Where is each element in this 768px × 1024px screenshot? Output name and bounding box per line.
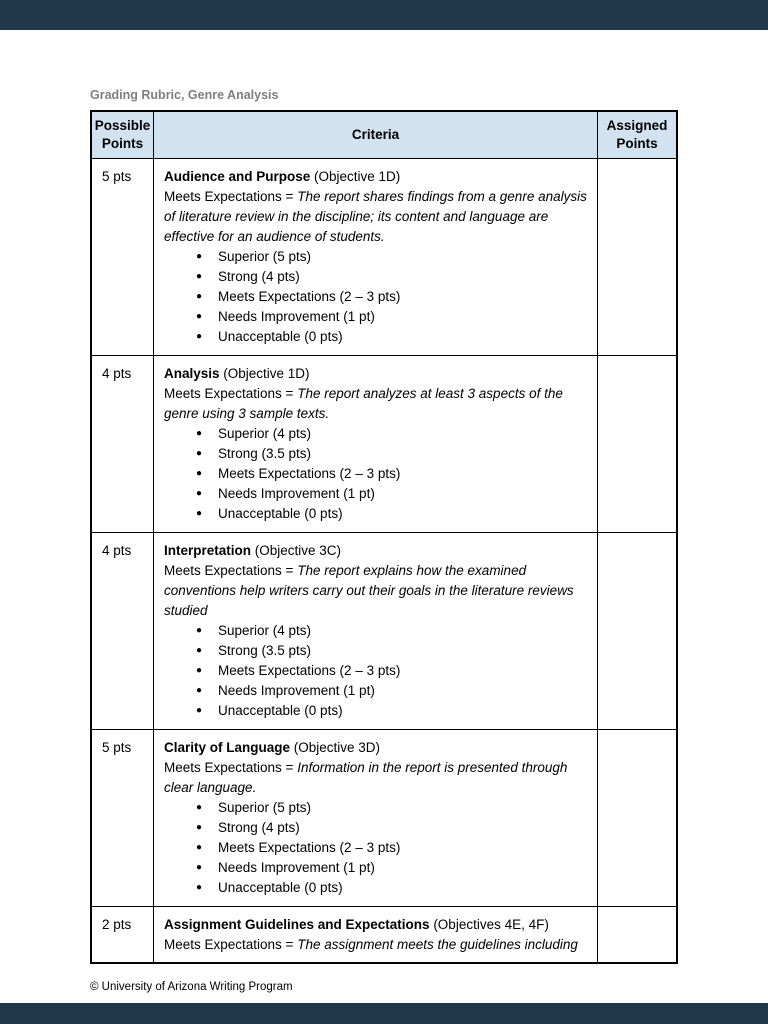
rating-bullets <box>194 247 587 347</box>
meets-expectations-label: Meets Expectations = <box>164 189 298 204</box>
assigned-points-cell <box>598 907 676 962</box>
rubric-table <box>90 110 678 964</box>
criterion-name: Assignment Guidelines and Expectations <box>164 917 430 932</box>
rating-option: ● Strong (4 pts) <box>194 267 587 287</box>
meets-expectations-label: Meets Expectations = <box>164 386 298 401</box>
possible-points-cell <box>92 356 154 532</box>
header-criteria: Criteria <box>154 112 598 158</box>
rating-option: ● Needs Improvement (1 pt) <box>194 484 587 504</box>
rating-option: ● Unacceptable (0 pts) <box>194 327 587 347</box>
rating-option: ● Meets Expectations (2 – 3 pts) <box>194 464 587 484</box>
rating-option: ● Needs Improvement (1 pt) <box>194 307 587 327</box>
criteria-cell <box>154 907 598 962</box>
criterion-heading <box>164 364 587 384</box>
rating-option: ● Unacceptable (0 pts) <box>194 701 587 721</box>
possible-points-value: 5 pts <box>102 740 132 755</box>
viewer-bottom-bar <box>0 1003 768 1024</box>
rating-bullets <box>194 798 587 898</box>
rating-bullets <box>194 424 587 524</box>
table-row <box>92 533 676 730</box>
possible-points-cell <box>92 730 154 906</box>
criterion-heading <box>164 167 587 187</box>
criterion-name: Audience and Purpose <box>164 169 311 184</box>
table-row <box>92 907 676 962</box>
rating-option: ● Superior (5 pts) <box>194 247 587 267</box>
document-title: Grading Rubric, Genre Analysis <box>90 88 279 102</box>
assigned-points-cell <box>598 356 676 532</box>
criteria-cell <box>154 533 598 729</box>
criterion-description <box>164 561 587 621</box>
rating-option: ● Meets Expectations (2 – 3 pts) <box>194 661 587 681</box>
criterion-description <box>164 187 587 247</box>
rating-option: ● Strong (3.5 pts) <box>194 641 587 661</box>
rating-option: ● Needs Improvement (1 pt) <box>194 681 587 701</box>
criterion-description <box>164 384 587 424</box>
rating-bullets <box>194 621 587 721</box>
rating-option: ● Superior (4 pts) <box>194 424 587 444</box>
criteria-cell <box>154 159 598 355</box>
table-header-row <box>92 112 676 159</box>
header-assigned-points: Assigned Points <box>606 118 668 151</box>
meets-expectations-label: Meets Expectations = <box>164 937 298 952</box>
possible-points-cell <box>92 533 154 729</box>
rating-option: ● Superior (4 pts) <box>194 621 587 641</box>
meets-expectations-label: Meets Expectations = <box>164 760 298 775</box>
criterion-heading <box>164 915 587 935</box>
meets-expectations-text: The assignment meets the guidelines including <box>297 937 578 952</box>
rating-option: ● Unacceptable (0 pts) <box>194 878 587 898</box>
table-row <box>92 730 676 907</box>
criterion-name: Analysis <box>164 366 220 381</box>
rating-option: ● Meets Expectations (2 – 3 pts) <box>194 287 587 307</box>
criterion-objective: (Objectives 4E, 4F) <box>429 917 549 932</box>
assigned-points-cell <box>598 533 676 729</box>
criteria-cell <box>154 356 598 532</box>
rating-option: ● Superior (5 pts) <box>194 798 587 818</box>
assigned-points-cell <box>598 159 676 355</box>
meets-expectations-text: The report analyzes at least 3 aspects of the genre using 3 sample texts. <box>164 386 563 421</box>
copyright-footer: © University of Arizona Writing Program <box>90 981 293 993</box>
rating-option: ● Needs Improvement (1 pt) <box>194 858 587 878</box>
possible-points-value: 5 pts <box>102 169 132 184</box>
criterion-description <box>164 758 587 798</box>
table-row <box>92 159 676 356</box>
rating-option: ● Meets Expectations (2 – 3 pts) <box>194 838 587 858</box>
rating-option: ● Unacceptable (0 pts) <box>194 504 587 524</box>
meets-expectations-text: Information in the report is presented through clear language. <box>164 760 568 795</box>
criterion-heading <box>164 738 587 758</box>
criterion-objective: (Objective 1D) <box>310 169 401 184</box>
criteria-cell <box>154 730 598 906</box>
meets-expectations-label: Meets Expectations = <box>164 563 298 578</box>
possible-points-cell <box>92 907 154 962</box>
rating-option: ● Strong (4 pts) <box>194 818 587 838</box>
possible-points-value: 4 pts <box>102 366 132 381</box>
header-possible-points: Possible Points <box>92 112 154 158</box>
criterion-name: Clarity of Language <box>164 740 291 755</box>
document-page <box>0 88 768 993</box>
criterion-description <box>164 935 587 955</box>
criterion-name: Interpretation <box>164 543 252 558</box>
possible-points-cell <box>92 159 154 355</box>
criterion-heading <box>164 541 587 561</box>
criterion-objective: (Objective 3D) <box>290 740 381 755</box>
criterion-objective: (Objective 1D) <box>219 366 310 381</box>
assigned-points-cell <box>598 730 676 906</box>
meets-expectations-text: The report shares findings from a genre analysis of literature review in the discipline; its content and language are effective for an audience of students. <box>164 189 587 244</box>
viewer-top-bar <box>0 0 768 30</box>
meets-expectations-text: The report explains how the examined conventions help writers carry out their goals in the literature reviews studied <box>164 563 574 618</box>
rating-option: ● Strong (3.5 pts) <box>194 444 587 464</box>
criterion-objective: (Objective 3C) <box>251 543 342 558</box>
table-row <box>92 356 676 533</box>
possible-points-value: 4 pts <box>102 543 132 558</box>
possible-points-value: 2 pts <box>102 917 132 932</box>
rubric-table-body <box>92 159 676 962</box>
